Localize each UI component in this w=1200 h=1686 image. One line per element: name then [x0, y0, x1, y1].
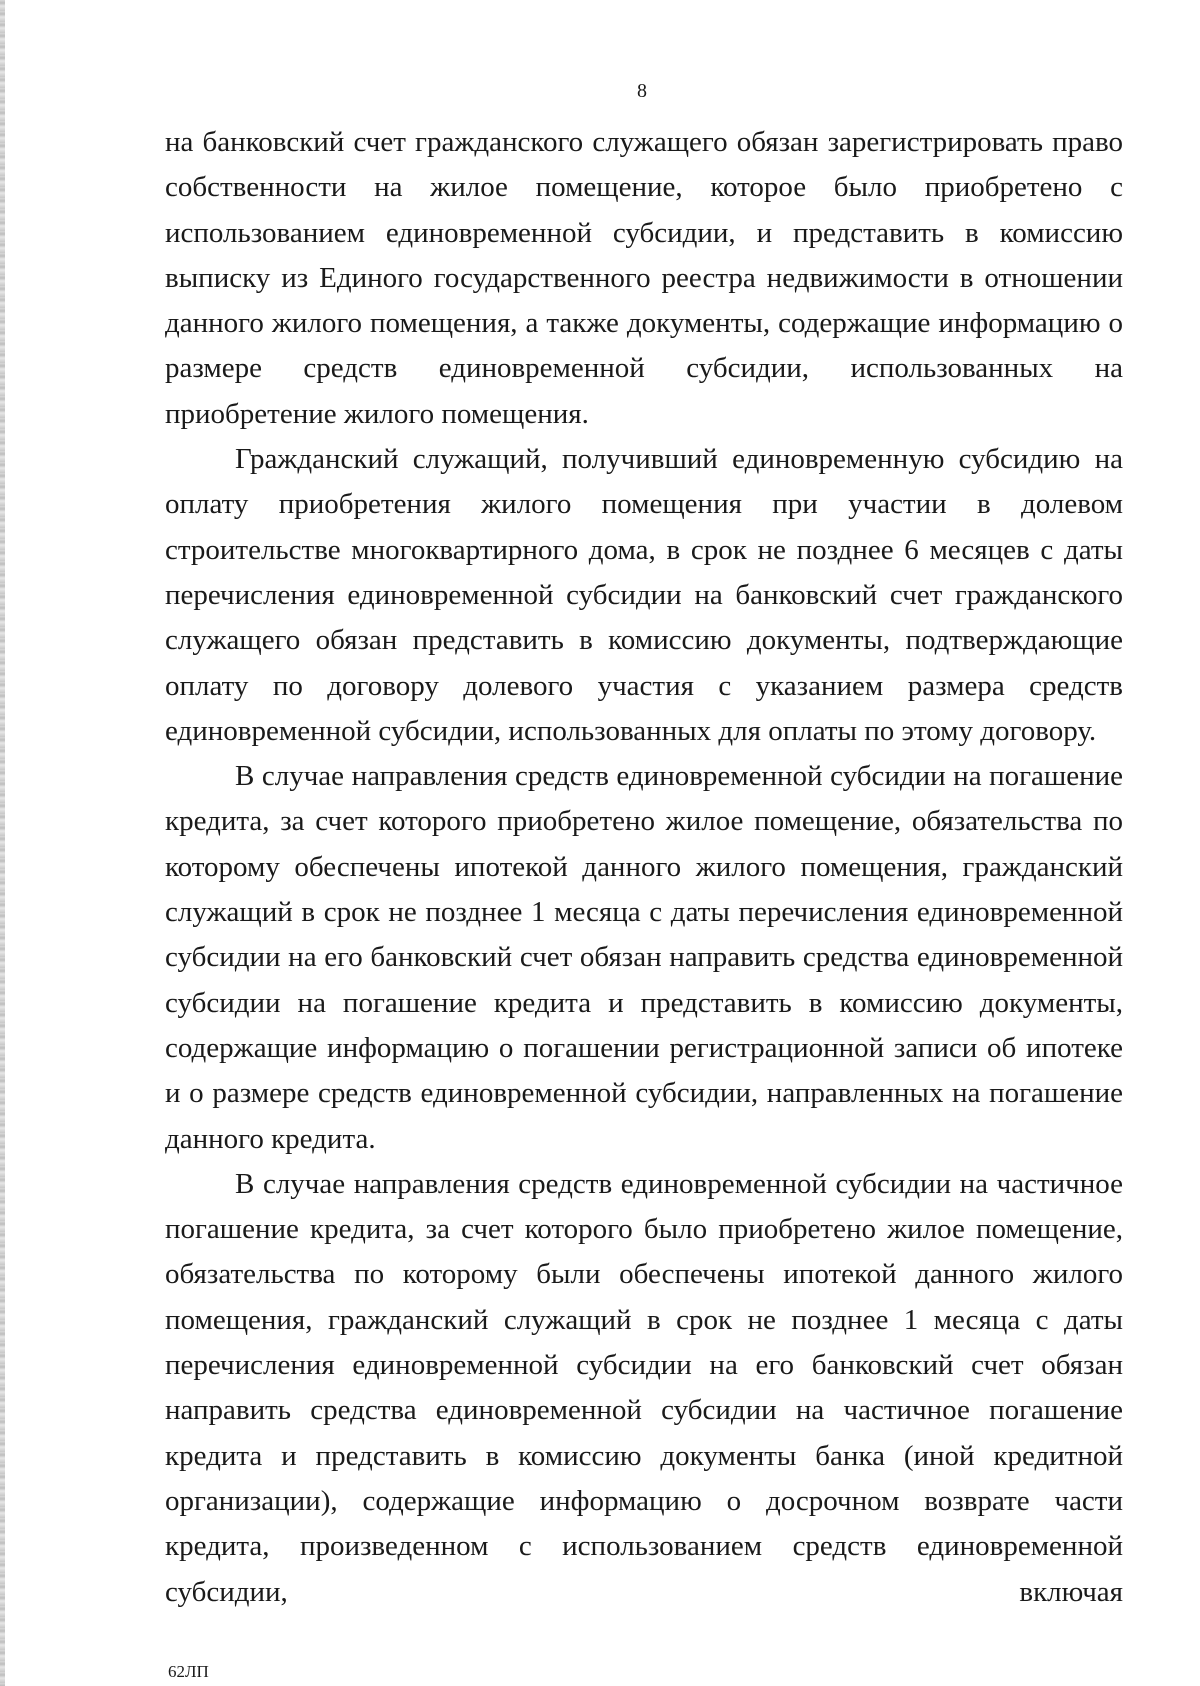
page-number: 8 — [637, 80, 647, 102]
paragraph-3: В случае направления средств единовременной субсидии на погашение кредита, за счет которого приобретено жилое помещение, обязательства по которому обеспечены ипотекой данного жилого помещения, гражданский служащий в срок не позднее 1 месяца с даты перечисления единовременной субсидии на его банковский счет обязан направить средства единовременной субсидии на погашение кредита и представить в комиссию документы, содержащие информацию о погашении регистрационной записи об ипотеке и о размере средств единовременной субсидии, направленных на погашение данного кредита. — [165, 760, 1123, 1155]
paragraph-2: Гражданский служащий, получивший единовременную субсидию на оплату приобретения жилого помещения при участии в долевом строительстве многоквартирного дома, в срок не позднее 6 месяцев с даты перечисления единовременной субсидии на банковский счет гражданского служащего обязан представить в комиссию документы, подтверждающие оплату по договору долевого участия с указанием размера средств единовременной субсидии, использованных для оплаты по этому договору. — [165, 443, 1123, 747]
document-code: 62ЛП — [168, 1662, 209, 1681]
paragraph-4: В случае направления средств единовременной субсидии на частичное погашение кредита, за счет которого было приобретено жилое помещение, обязательства по которому были обеспечены ипотекой данного жилого помещения, гражданский служащий в срок не позднее 1 месяца с даты перечисления единовременной субсидии на его банковский счет обязан направить средства единовременной субсидии на частичное погашение кредита и представить в комиссию документы банка (иной кредитной организации), содержащие информацию о досрочном возврате части кредита, произведенном с использованием средств единовременной субсидии, включая — [165, 1167, 1123, 1608]
scan-edge — [0, 0, 5, 1686]
document-body — [165, 120, 1123, 1615]
paragraph-1: на банковский счет гражданского служащего обязан зарегистрировать право собственности на жилое помещение, которое было приобретено с использованием единовременной субсидии, и представить в комиссию выписку из Единого государственного реестра недвижимости в отношении данного жилого помещения, а также документы, содержащие информацию о размере средств единовременной субсидии, использованных на приобретение жилого помещения. — [165, 126, 1123, 430]
